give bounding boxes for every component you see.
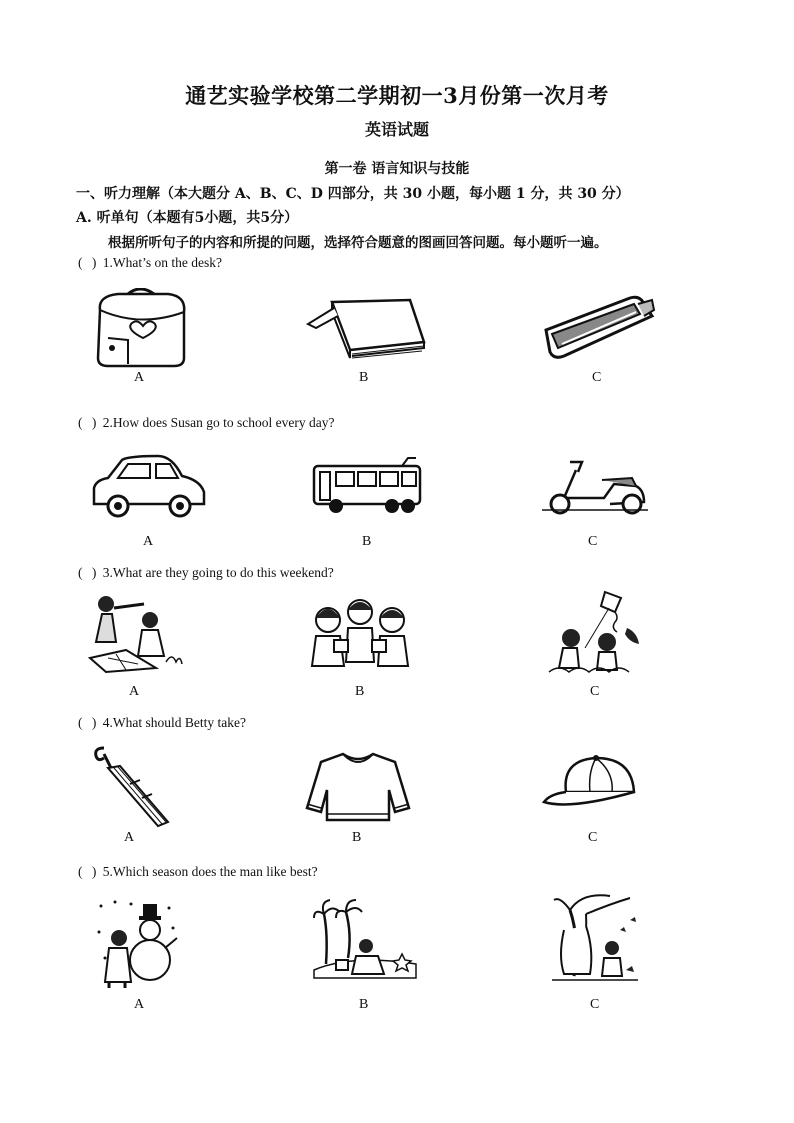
answer-blank[interactable]: ( ) — [78, 415, 100, 430]
question-text: 1.What’s on the desk? — [102, 255, 222, 270]
option-label: B — [359, 997, 369, 1012]
pencil-case-icon[interactable] — [540, 290, 660, 365]
reading-kids-icon[interactable] — [304, 596, 414, 672]
question-4 — [78, 715, 246, 731]
option-label: B — [355, 684, 365, 699]
question-3 — [78, 565, 334, 581]
question-text: 5.Which season does the man like best? — [102, 864, 318, 879]
scooter-icon[interactable] — [540, 458, 650, 518]
part-heading: 第一卷 语言知识与技能 — [324, 161, 470, 177]
cap-icon[interactable] — [540, 752, 640, 814]
option-label: C — [588, 830, 598, 845]
instruction-text: 根据所听句子的内容和所提的问题，选择符合题意的图画回答问题。每小题听一遍。 — [108, 235, 608, 251]
exam-subtitle: 英语试题 — [364, 120, 429, 139]
option-label: A — [134, 370, 145, 385]
answer-blank[interactable]: ( ) — [78, 255, 100, 270]
question-1 — [78, 255, 222, 271]
schoolbag-icon[interactable] — [88, 288, 193, 368]
option-label: A — [134, 997, 145, 1012]
flying-kite-icon[interactable] — [545, 588, 645, 674]
car-icon[interactable] — [88, 452, 210, 522]
answer-blank[interactable]: ( ) — [78, 565, 100, 580]
option-label: C — [590, 684, 600, 699]
option-label: B — [359, 370, 369, 385]
option-label: B — [352, 830, 362, 845]
picnic-icon[interactable] — [86, 592, 184, 674]
subsection-heading: A. 听单句（本题有5小题，共5分） — [76, 210, 299, 226]
question-text: 2.How does Susan go to school every day? — [102, 415, 335, 430]
exam-title: 通艺实验学校第二学期初一3月份第一次月考 — [185, 83, 609, 108]
sweater-icon[interactable] — [305, 750, 411, 822]
answer-blank[interactable]: ( ) — [78, 715, 100, 730]
question-5 — [78, 864, 318, 880]
book-icon[interactable] — [302, 294, 427, 364]
summer-beach-icon[interactable] — [312, 894, 418, 984]
option-label: A — [129, 684, 140, 699]
option-label: A — [124, 830, 135, 845]
question-text: 4.What should Betty take? — [102, 715, 246, 730]
question-text: 3.What are they going to do this weekend? — [102, 565, 334, 580]
option-label: A — [143, 534, 154, 549]
bus-icon[interactable] — [308, 456, 426, 520]
option-label: C — [590, 997, 600, 1012]
umbrella-icon[interactable] — [90, 744, 172, 828]
winter-snowman-icon[interactable] — [95, 898, 179, 990]
option-label: C — [588, 534, 598, 549]
option-label: B — [362, 534, 372, 549]
section-heading: 一、听力理解（本大题分 A、B、C、D 四部分，共 30 小题，每小题 1 分，共 30 分） — [76, 186, 630, 202]
question-2 — [78, 415, 334, 431]
autumn-tree-icon[interactable] — [550, 890, 640, 986]
option-label: C — [592, 370, 602, 385]
answer-blank[interactable]: ( ) — [78, 864, 100, 879]
